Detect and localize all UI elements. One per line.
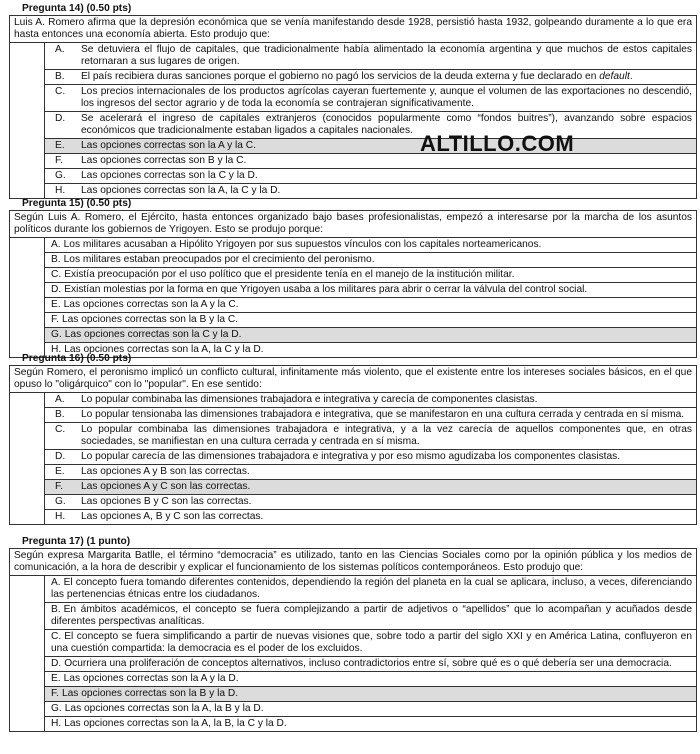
q15-option-g[interactable] bbox=[44, 328, 696, 343]
option-text: Existía preocupación por el uso político que el presidente tenía en el manejo de la institución militar. bbox=[64, 269, 515, 280]
question-14-block bbox=[9, 15, 697, 199]
option-text: Los militares acusaban a Hipólito Yrigoyen por sus supuestos vínculos con los capitales norteamericanos. bbox=[63, 239, 542, 250]
option-text: Las opciones correctas son la A y la C. bbox=[63, 299, 239, 310]
question-14-header: Pregunta 14) (0.50 pts) bbox=[22, 3, 132, 14]
option-letter: D. bbox=[51, 284, 62, 295]
q15-option-h[interactable] bbox=[44, 343, 696, 357]
option-letter: H. bbox=[55, 185, 66, 196]
option-text: Las opciones A y B son las correctas. bbox=[81, 466, 250, 477]
option-text: Se acelerará el ingreso de capitales extranjeros (conocidos popularmente como “fondos buitres”), avanzando sobre espacios económicos que tradicionalmente estaban ligados a capitales nacionales. bbox=[81, 113, 692, 136]
option-text: Las opciones A y C son las correctas. bbox=[81, 481, 251, 492]
q16-option-g[interactable] bbox=[44, 495, 696, 510]
q14-option-g[interactable] bbox=[44, 169, 696, 184]
q16-option-b[interactable] bbox=[44, 408, 696, 423]
option-text: Las opciones correctas son B y la C. bbox=[81, 155, 247, 166]
question-15-block bbox=[9, 210, 697, 358]
q17-option-g[interactable] bbox=[44, 702, 696, 717]
q16-option-e[interactable] bbox=[44, 465, 696, 480]
option-text: Las opciones correctas son la A, la B y la D. bbox=[64, 703, 264, 714]
option-letter: D. bbox=[55, 113, 66, 124]
q14-option-d[interactable] bbox=[44, 112, 696, 139]
q14-option-a[interactable] bbox=[44, 43, 696, 70]
question-17-block bbox=[9, 548, 697, 732]
option-text: En ámbitos académicos, el concepto se fuera complejizando a partir de adjetivos o “apellidos” que lo acompañan y acuñados desde diferentes perspectivas analíticas. bbox=[51, 604, 692, 627]
q15-option-d[interactable] bbox=[44, 283, 696, 298]
option-text: Las opciones A, B y C son las correctas. bbox=[81, 511, 264, 522]
option-text: Existían molestias por la forma en que Yrigoyen usaba a los militares para abrir o cerrar la válvula del control social. bbox=[64, 284, 588, 295]
q14-option-e[interactable] bbox=[44, 139, 696, 154]
option-text: Lo popular combinaba las dimensiones trabajadora e integrativa y carecía de componentes clasistas. bbox=[81, 394, 538, 405]
option-text: El país recibiera duras sanciones porque el gobierno no pagó los servicios de la deuda externa y fue declarado en bbox=[81, 71, 597, 82]
question-17-stem: Según expresa Margarita Batlle, el término “democracia” es utilizado, tanto en las Ciencias Sociales como por la opinión pública y los medios de comunicación, a la hora de describir y explicar el funcionamiento de los sistemas políticos contemporáneos. Esto produjo que: bbox=[10, 549, 696, 576]
option-text: El concepto se fuera simplificando a partir de nuevas visiones que, sobre todo a partir del siglo XXI y en América Latina, confluyeron en una cuestión compartida: la democracia es el poder de los excluidos. bbox=[51, 631, 692, 654]
option-letter: H. bbox=[51, 344, 62, 355]
question-15-stem: Según Luis A. Romero, el Ejército, hasta entonces organizado bajo bases profesionalistas, empezó a interesarse por la marcha de los asuntos políticos durante los gobiernos de Yrigoyen. Esto se produjo porque: bbox=[10, 211, 696, 238]
option-text: Las opciones correctas son la C y la D. bbox=[64, 329, 242, 340]
option-text: Lo popular combinaba las dimensiones trabajadora e integrativa, y a la vez carecía de aquellos componentes que, en otras sociedades, se manifiestan en una cultura cerrada y centrada en sí misma. bbox=[81, 424, 692, 447]
q16-option-h[interactable] bbox=[44, 510, 696, 524]
option-letter: A. bbox=[55, 394, 65, 405]
option-letter: B. bbox=[51, 254, 61, 265]
option-text: Las opciones B y C son las correctas. bbox=[81, 496, 252, 507]
q16-option-f[interactable] bbox=[44, 480, 696, 495]
option-text: Las opciones correctas son la B y la C. bbox=[61, 314, 239, 325]
option-letter: B. bbox=[55, 409, 65, 420]
q17-option-b[interactable] bbox=[44, 603, 696, 630]
option-letter: F. bbox=[55, 481, 63, 492]
option-letter: G. bbox=[51, 703, 62, 714]
option-letter: C. bbox=[51, 269, 62, 280]
q15-option-f[interactable] bbox=[44, 313, 696, 328]
option-text: Se detuviera el flujo de capitales, que tradicionalmente había alimentado la economía argentina y que muchos de estos capitales retornaran a sus lugares de origen. bbox=[81, 44, 692, 67]
option-letter: C. bbox=[51, 631, 62, 642]
option-text: Las opciones correctas son la C y la D. bbox=[81, 170, 258, 181]
question-16-stem: Según Romero, el peronismo implicó un conflicto cultural, infinitamente más violento, que el existente entre los intereses sociales básicos, en el que opuso lo "oligárquico" con lo "popular". En ese sentido: bbox=[10, 366, 696, 393]
option-letter: H. bbox=[51, 718, 62, 729]
q17-option-f[interactable] bbox=[44, 687, 696, 702]
option-letter: F. bbox=[51, 314, 59, 325]
question-16-block bbox=[9, 365, 697, 525]
option-letter: C. bbox=[55, 424, 66, 435]
option-text: Ocurriera una proliferación de conceptos alternativos, incluso contradictorios entre sí, sobre qué es o qué debería ser una democracia. bbox=[64, 658, 672, 669]
option-letter: D. bbox=[51, 658, 62, 669]
option-text: Los militares estaban preocupados por el crecimiento del peronismo. bbox=[63, 254, 375, 265]
q14-option-f[interactable] bbox=[44, 154, 696, 169]
option-letter: F. bbox=[51, 688, 59, 699]
option-text: Los precios internacionales de los productos agrícolas cayeran fuertemente y, aunque el volumen de las exportaciones no descendió, los ingresos del sector agrario y de toda la economía se contrajeran significativamente. bbox=[81, 86, 692, 109]
q15-option-e[interactable] bbox=[44, 298, 696, 313]
option-letter: G. bbox=[51, 329, 62, 340]
option-letter: E. bbox=[55, 140, 65, 151]
q16-option-c[interactable] bbox=[44, 423, 696, 450]
watermark-logo: ALTILLO.COM bbox=[420, 131, 575, 156]
q16-option-a[interactable] bbox=[44, 393, 696, 408]
q14-option-h[interactable] bbox=[44, 184, 696, 198]
option-letter: B. bbox=[55, 71, 65, 82]
option-text: Las opciones correctas son la A y la D. bbox=[63, 673, 239, 684]
option-letter: H. bbox=[55, 511, 66, 522]
option-text: Lo popular tensionaba las dimensiones trabajadora e integrativa, que se manifestaron en una cultura cerrada y centrada en sí misma. bbox=[81, 409, 685, 420]
q17-option-c[interactable] bbox=[44, 630, 696, 657]
question-14-stem: Luis A. Romero afirma que la depresión económica que se venía manifestando desde 1928, persistió hasta 1932, golpeando duramente a lo que era hasta entonces una economía abierta. Esto produjo que: bbox=[10, 16, 696, 43]
option-letter: F. bbox=[55, 155, 63, 166]
option-letter: E. bbox=[55, 466, 65, 477]
option-text: Lo popular carecía de las dimensiones trabajadora e integrativa y por eso mismo agudizaba los componentes clasistas. bbox=[81, 451, 621, 462]
option-letter: E. bbox=[51, 673, 61, 684]
option-letter: A. bbox=[51, 577, 61, 588]
question-16-header: Pregunta 16) (0.50 pts) bbox=[22, 353, 132, 364]
q15-option-a[interactable] bbox=[44, 238, 696, 253]
option-letter: B. bbox=[51, 604, 61, 615]
option-letter: E. bbox=[51, 299, 61, 310]
option-letter: A. bbox=[51, 239, 61, 250]
option-text: Las opciones correctas son la A, la C y la D. bbox=[64, 344, 264, 355]
option-letter: A. bbox=[55, 44, 65, 55]
q14-option-b[interactable] bbox=[44, 70, 696, 85]
q15-option-c[interactable] bbox=[44, 268, 696, 283]
option-tail: . bbox=[629, 71, 633, 82]
option-text: Las opciones correctas son la A, la C y la D. bbox=[81, 185, 281, 196]
q16-option-d[interactable] bbox=[44, 450, 696, 465]
option-emphasis: default bbox=[599, 71, 630, 82]
q17-option-e[interactable] bbox=[44, 672, 696, 687]
option-text: Las opciones correctas son la A, la B, la C y la D. bbox=[64, 718, 287, 729]
option-text: Las opciones correctas son la A y la C. bbox=[81, 140, 256, 151]
q15-option-b[interactable] bbox=[44, 253, 696, 268]
q17-option-d[interactable] bbox=[44, 657, 696, 672]
q17-option-a[interactable] bbox=[44, 576, 696, 603]
option-letter: C. bbox=[55, 86, 66, 97]
question-17-header: Pregunta 17) (1 punto) bbox=[22, 536, 131, 547]
option-letter: G. bbox=[55, 496, 66, 507]
option-text: El concepto fuera tomando diferentes contenidos, dependiendo la región del planeta en la cual se aplicara, incluso, a veces, diferenciando las pertenencias étnicas entre los ciudadanos. bbox=[51, 577, 692, 600]
option-letter: G. bbox=[55, 170, 66, 181]
q14-option-c[interactable] bbox=[44, 85, 696, 112]
q17-option-h[interactable] bbox=[44, 717, 696, 731]
option-text: Las opciones correctas son la B y la D. bbox=[61, 688, 239, 699]
option-letter: D. bbox=[55, 451, 66, 462]
question-15-header: Pregunta 15) (0.50 pts) bbox=[22, 198, 132, 209]
